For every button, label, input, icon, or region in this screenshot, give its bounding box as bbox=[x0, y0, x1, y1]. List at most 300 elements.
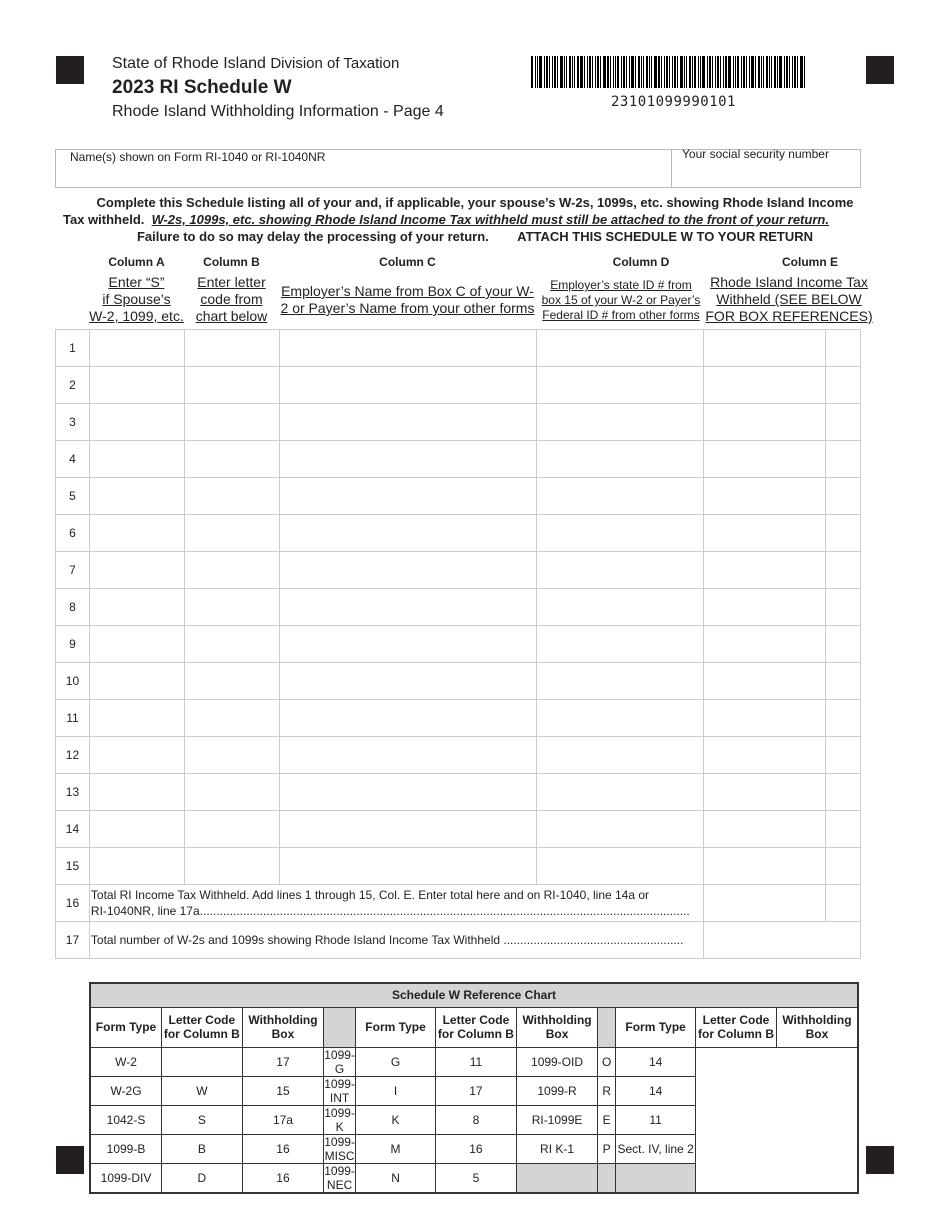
letter-code-cell: K bbox=[355, 1105, 435, 1134]
column-b-field[interactable] bbox=[184, 552, 279, 589]
column-b-field[interactable] bbox=[184, 367, 279, 404]
barcode-bar bbox=[664, 56, 665, 88]
agency-line bbox=[112, 55, 399, 73]
barcode-bar bbox=[672, 56, 673, 88]
barcode-bar bbox=[689, 56, 691, 88]
barcode-bar bbox=[610, 56, 611, 88]
column-b-field[interactable] bbox=[184, 774, 279, 811]
line-number: 16 bbox=[56, 885, 90, 922]
barcode-bar bbox=[546, 56, 548, 88]
entry-row bbox=[56, 700, 861, 737]
letter-code-cell: S bbox=[162, 1105, 243, 1134]
barcode-bar bbox=[712, 56, 713, 88]
column-b-description: Enter letter code from chart below bbox=[195, 274, 268, 324]
line-number: 17 bbox=[56, 922, 90, 959]
form-type-cell: 1099-R bbox=[516, 1076, 598, 1105]
column-d-field[interactable] bbox=[536, 367, 703, 404]
barcode-bar bbox=[804, 56, 805, 88]
column-e-cents-field[interactable] bbox=[826, 515, 861, 552]
column-d-field[interactable] bbox=[536, 774, 703, 811]
column-b-field[interactable] bbox=[184, 737, 279, 774]
header-withholding-box: Withholding Box bbox=[776, 1007, 858, 1047]
entry-row bbox=[56, 552, 861, 589]
empty-cell bbox=[598, 1163, 616, 1193]
registration-mark-bottom-left bbox=[56, 1146, 84, 1174]
withholding-box-cell: 17 bbox=[436, 1076, 517, 1105]
header-withholding-box: Withholding Box bbox=[516, 1007, 598, 1047]
column-d-field[interactable] bbox=[536, 478, 703, 515]
column-e-dollars-field[interactable] bbox=[703, 404, 826, 441]
column-a-field[interactable] bbox=[89, 330, 184, 367]
withholding-box-cell: 16 bbox=[436, 1134, 517, 1163]
header-form-type: Form Type bbox=[90, 1007, 162, 1047]
barcode-bar bbox=[597, 56, 599, 88]
column-d-field[interactable] bbox=[536, 848, 703, 885]
form-subtitle: Rhode Island Withholding Information - Page 4 bbox=[112, 103, 444, 120]
form-type-cell: 1099-MISC bbox=[324, 1134, 355, 1163]
barcode-bar bbox=[735, 56, 736, 88]
column-a-field[interactable] bbox=[89, 737, 184, 774]
form-type-cell: 1099-INT bbox=[324, 1076, 355, 1105]
reference-chart-row bbox=[90, 1076, 858, 1105]
barcode-bar bbox=[595, 56, 596, 88]
barcode-bar bbox=[603, 56, 606, 88]
barcode-bar bbox=[763, 56, 764, 88]
column-c-field[interactable] bbox=[279, 515, 536, 552]
barcode-bar bbox=[572, 56, 573, 88]
column-e-cents-field[interactable] bbox=[826, 663, 861, 700]
line-number: 14 bbox=[56, 811, 90, 848]
barcode-bar bbox=[702, 56, 705, 88]
column-a-field[interactable] bbox=[89, 478, 184, 515]
barcode-bar bbox=[717, 56, 719, 88]
barcode-bar bbox=[677, 56, 678, 88]
letter-code-cell: R bbox=[598, 1076, 616, 1105]
column-a-field[interactable] bbox=[89, 811, 184, 848]
barcode-bar bbox=[646, 56, 648, 88]
column-a-field[interactable] bbox=[89, 774, 184, 811]
column-e-cents-field[interactable] bbox=[826, 589, 861, 626]
withholding-box-cell: 11 bbox=[436, 1047, 517, 1076]
column-e-description: Rhode Island Income Tax Withheld (SEE BELOW FOR BOX REFERENCES) bbox=[705, 274, 873, 324]
column-b-field[interactable] bbox=[184, 848, 279, 885]
letter-code-cell: G bbox=[355, 1047, 435, 1076]
header-withholding-box: Withholding Box bbox=[242, 1007, 324, 1047]
barcode-bar bbox=[587, 56, 588, 88]
barcode-bar bbox=[631, 56, 634, 88]
line-17-row bbox=[56, 922, 861, 959]
column-a-description: Enter “S” if Spouse’s W-2, 1099, etc. bbox=[89, 274, 184, 324]
barcode-bar bbox=[617, 56, 619, 88]
line-number: 13 bbox=[56, 774, 90, 811]
names-field[interactable] bbox=[56, 164, 671, 188]
line-16-text: Total RI Income Tax Withheld. Add lines 1 through 15, Col. E. Enter total here and on RI-1040, line 14a or RI-1040NR, line 17a................................................................................................................................................... bbox=[89, 885, 703, 922]
reference-chart-header-row bbox=[90, 1007, 858, 1047]
column-d-field[interactable] bbox=[536, 737, 703, 774]
column-d-field[interactable] bbox=[536, 515, 703, 552]
barcode-bar bbox=[589, 56, 591, 88]
entry-row bbox=[56, 626, 861, 663]
column-c-field[interactable] bbox=[279, 626, 536, 663]
column-d-field[interactable] bbox=[536, 404, 703, 441]
barcode-bar bbox=[600, 56, 601, 88]
withholding-box-cell: 15 bbox=[242, 1076, 324, 1105]
withholding-box-cell: 14 bbox=[616, 1076, 696, 1105]
column-a-field[interactable] bbox=[89, 663, 184, 700]
barcode-bar bbox=[751, 56, 754, 88]
column-a-field[interactable] bbox=[89, 367, 184, 404]
column-d-field[interactable] bbox=[536, 663, 703, 700]
barcode-number: 23101099990101 bbox=[610, 94, 736, 110]
letter-code-cell: M bbox=[355, 1134, 435, 1163]
entry-row bbox=[56, 589, 861, 626]
column-e-cents-field[interactable] bbox=[826, 367, 861, 404]
withholding-box-cell: 14 bbox=[616, 1047, 696, 1076]
column-d-field[interactable] bbox=[536, 330, 703, 367]
barcode-bar bbox=[733, 56, 734, 88]
barcode-bar bbox=[674, 56, 676, 88]
barcode-bar bbox=[723, 56, 724, 88]
column-e-dollars-field[interactable] bbox=[703, 737, 826, 774]
instruction-line-2-emphasis: W-2s, 1099s, etc. showing Rhode Island Income Tax withheld must still be attached to the front of your return. bbox=[151, 212, 829, 227]
column-e-dollars-field[interactable] bbox=[703, 441, 826, 478]
column-d-field[interactable] bbox=[536, 589, 703, 626]
line-number: 4 bbox=[56, 441, 90, 478]
barcode-bar bbox=[761, 56, 762, 88]
barcode-bar bbox=[725, 56, 727, 88]
line-number: 2 bbox=[56, 367, 90, 404]
barcode-bar bbox=[626, 56, 627, 88]
column-b-field[interactable] bbox=[184, 330, 279, 367]
column-a-heading: Column A bbox=[108, 255, 165, 269]
barcode-bar bbox=[621, 56, 622, 88]
withholding-box-cell: 17a bbox=[242, 1105, 324, 1134]
line-number: 15 bbox=[56, 848, 90, 885]
column-d-field[interactable] bbox=[536, 811, 703, 848]
column-a-field[interactable] bbox=[89, 515, 184, 552]
column-e-dollars-field[interactable] bbox=[703, 700, 826, 737]
barcode-bar bbox=[574, 56, 575, 88]
barcode-bar bbox=[643, 56, 644, 88]
column-e-dollars-field[interactable] bbox=[703, 811, 826, 848]
column-c-field[interactable] bbox=[279, 589, 536, 626]
form-type-cell: 1099-NEC bbox=[324, 1163, 355, 1192]
barcode-bar bbox=[641, 56, 642, 88]
barcode-bar bbox=[564, 56, 565, 88]
barcode-bar bbox=[651, 56, 652, 88]
barcode-bar bbox=[629, 56, 630, 88]
form-type-cell: 1099-K bbox=[324, 1105, 355, 1134]
barcode-bar bbox=[658, 56, 660, 88]
state-name: State of Rhode Island bbox=[112, 55, 266, 72]
barcode-bar bbox=[789, 56, 790, 88]
column-c-field[interactable] bbox=[279, 404, 536, 441]
barcode-bar bbox=[560, 56, 563, 88]
column-e-cents-field[interactable] bbox=[826, 626, 861, 663]
withholding-box-cell: 16 bbox=[242, 1163, 324, 1193]
column-e-cents-field[interactable] bbox=[826, 774, 861, 811]
column-e-dollars-field[interactable] bbox=[703, 663, 826, 700]
column-e-dollars-field[interactable] bbox=[703, 515, 826, 552]
barcode-bar bbox=[569, 56, 571, 88]
barcode-bar bbox=[635, 56, 636, 88]
barcode-bar bbox=[638, 56, 640, 88]
column-c-heading: Column C bbox=[379, 255, 436, 269]
barcode-bar bbox=[728, 56, 731, 88]
line-number: 11 bbox=[56, 700, 90, 737]
form-title: 2023 RI Schedule W bbox=[112, 77, 292, 98]
barcode-bar bbox=[694, 56, 696, 88]
form-type-cell: 1099-B bbox=[90, 1134, 162, 1163]
barcode-bar bbox=[800, 56, 803, 88]
line-17-text: Total number of W-2s and 1099s showing Rhode Island Income Tax Withheld ...................................................... bbox=[89, 922, 703, 959]
form-type-cell: W-2G bbox=[90, 1076, 162, 1105]
barcode-bar bbox=[707, 56, 708, 88]
column-b-field[interactable] bbox=[184, 811, 279, 848]
entry-row bbox=[56, 404, 861, 441]
withholding-table bbox=[55, 329, 861, 959]
letter-code-cell: W bbox=[162, 1076, 243, 1105]
column-d-heading: Column D bbox=[612, 255, 670, 269]
header-letter-code: Letter Code for Column B bbox=[436, 1007, 517, 1047]
line-number: 6 bbox=[56, 515, 90, 552]
column-e-cents-field[interactable] bbox=[826, 700, 861, 737]
barcode-bar bbox=[684, 56, 685, 88]
line-number: 5 bbox=[56, 478, 90, 515]
form-type-cell: RI-1099E bbox=[516, 1105, 598, 1134]
barcode-bar bbox=[669, 56, 670, 88]
column-e-heading: Column E bbox=[782, 255, 838, 269]
column-e-cents-field[interactable] bbox=[826, 441, 861, 478]
letter-code-cell: N bbox=[355, 1163, 435, 1193]
column-e-cents-field[interactable] bbox=[826, 330, 861, 367]
barcode-bar bbox=[537, 56, 538, 88]
entry-row bbox=[56, 663, 861, 700]
barcode-bar bbox=[766, 56, 768, 88]
barcode-bar bbox=[797, 56, 798, 88]
column-c-field[interactable] bbox=[279, 663, 536, 700]
barcode-bar bbox=[741, 56, 742, 88]
barcode-bar bbox=[720, 56, 721, 88]
column-b-field[interactable] bbox=[184, 441, 279, 478]
form-type-cell: RI K-1 bbox=[516, 1134, 598, 1163]
column-c-field[interactable] bbox=[279, 774, 536, 811]
names-label: Name(s) shown on Form RI-1040 or RI-1040NR bbox=[70, 150, 326, 164]
barcode-bar bbox=[544, 56, 545, 88]
barcode-bar bbox=[584, 56, 585, 88]
column-a-field[interactable] bbox=[89, 626, 184, 663]
column-b-field[interactable] bbox=[184, 663, 279, 700]
withholding-box-cell: 5 bbox=[436, 1163, 517, 1193]
line-number: 12 bbox=[56, 737, 90, 774]
reference-chart-row bbox=[90, 1105, 858, 1134]
line-number: 1 bbox=[56, 330, 90, 367]
letter-code-cell: B bbox=[162, 1134, 243, 1163]
entry-row bbox=[56, 441, 861, 478]
column-c-field[interactable] bbox=[279, 478, 536, 515]
instruction-line-1: Complete this Schedule listing all of your and, if applicable, your spouse’s W-2s, 1099s, etc. showing Rhode Island Income bbox=[96, 195, 854, 210]
column-c-field[interactable] bbox=[279, 700, 536, 737]
withholding-box-cell: 17 bbox=[242, 1047, 324, 1076]
withholding-box-cell: 8 bbox=[436, 1105, 517, 1134]
header-form-type: Form Type bbox=[616, 1007, 696, 1047]
header-letter-code: Letter Code for Column B bbox=[696, 1007, 777, 1047]
header-letter-code: Letter Code for Column B bbox=[162, 1007, 243, 1047]
withholding-box-cell: 16 bbox=[242, 1134, 324, 1163]
barcode-bar bbox=[786, 56, 788, 88]
letter-code-cell: D bbox=[162, 1163, 243, 1193]
column-c-field[interactable] bbox=[279, 737, 536, 774]
column-b-field[interactable] bbox=[184, 515, 279, 552]
barcode-bar bbox=[554, 56, 556, 88]
instruction-line-3b: ATTACH THIS SCHEDULE W TO YOUR RETURN bbox=[517, 229, 814, 244]
registration-mark-top-right bbox=[866, 56, 894, 84]
form-type-cell: 1099-DIV bbox=[90, 1163, 162, 1193]
column-c-description: Employer’s Name from Box C of your W- 2 or Payer’s Name from your other forms bbox=[280, 283, 535, 316]
column-c-field[interactable] bbox=[279, 441, 536, 478]
barcode-bar bbox=[784, 56, 785, 88]
line-16-row bbox=[56, 885, 861, 922]
instruction-line-3a: Failure to do so may delay the processing of your return. bbox=[136, 229, 489, 244]
registration-mark-bottom-right bbox=[866, 1146, 894, 1174]
column-e-cents-field[interactable] bbox=[826, 737, 861, 774]
ssn-label: Your social security number bbox=[682, 147, 829, 161]
barcode-bar bbox=[557, 56, 558, 88]
column-e-cents-field[interactable] bbox=[826, 848, 861, 885]
form-type-cell: 1099-G bbox=[324, 1047, 355, 1076]
line-number: 10 bbox=[56, 663, 90, 700]
column-c-field[interactable] bbox=[279, 811, 536, 848]
line-number: 7 bbox=[56, 552, 90, 589]
barcode-bar bbox=[535, 56, 536, 88]
column-e-cents-field[interactable] bbox=[826, 478, 861, 515]
column-e-dollars-field[interactable] bbox=[703, 552, 826, 589]
taxpayer-info-box bbox=[55, 149, 861, 188]
column-e-dollars-field[interactable] bbox=[703, 774, 826, 811]
barcode-bar bbox=[566, 56, 567, 88]
column-a-field[interactable] bbox=[89, 848, 184, 885]
barcode-bar bbox=[700, 56, 701, 88]
barcode-bar bbox=[758, 56, 760, 88]
empty-cell bbox=[516, 1163, 598, 1193]
barcode-bar bbox=[774, 56, 776, 88]
entry-row bbox=[56, 515, 861, 552]
column-e-dollars-field[interactable] bbox=[703, 848, 826, 885]
barcode-bar bbox=[698, 56, 699, 88]
column-d-description: Employer’s state ID # from box 15 of your W-2 or Payer’s Federal ID # from other forms bbox=[541, 278, 701, 322]
reference-chart-title: Schedule W Reference Chart bbox=[90, 983, 858, 1007]
ssn-field[interactable] bbox=[672, 164, 860, 188]
barcode-bar bbox=[531, 56, 533, 88]
barcode-bar bbox=[552, 56, 553, 88]
reference-chart-row bbox=[90, 1047, 858, 1076]
column-e-dollars-field[interactable] bbox=[703, 330, 826, 367]
barcode-bar bbox=[743, 56, 745, 88]
barcode-bar bbox=[592, 56, 593, 88]
column-e-cents-field[interactable] bbox=[826, 811, 861, 848]
column-c-field[interactable] bbox=[279, 367, 536, 404]
barcode-bar bbox=[680, 56, 683, 88]
column-b-field[interactable] bbox=[184, 404, 279, 441]
barcode-bar bbox=[749, 56, 750, 88]
barcode-bar bbox=[666, 56, 668, 88]
column-d-field[interactable] bbox=[536, 441, 703, 478]
barcode-bar bbox=[771, 56, 772, 88]
column-a-field[interactable] bbox=[89, 700, 184, 737]
entry-row bbox=[56, 774, 861, 811]
barcode-bar bbox=[715, 56, 716, 88]
column-b-field[interactable] bbox=[184, 700, 279, 737]
barcode bbox=[531, 56, 816, 88]
column-b-field[interactable] bbox=[184, 589, 279, 626]
letter-code-cell: I bbox=[355, 1076, 435, 1105]
column-e-dollars-field[interactable] bbox=[703, 626, 826, 663]
reference-chart-row bbox=[90, 1134, 858, 1163]
column-d-field[interactable] bbox=[536, 700, 703, 737]
barcode-bar bbox=[746, 56, 747, 88]
barcode-bar bbox=[549, 56, 550, 88]
barcode-bar bbox=[654, 56, 657, 88]
barcode-bar bbox=[686, 56, 687, 88]
barcode-bar bbox=[613, 56, 614, 88]
column-b-field[interactable] bbox=[184, 478, 279, 515]
entry-row bbox=[56, 478, 861, 515]
barcode-bar bbox=[755, 56, 756, 88]
column-e-dollars-field[interactable] bbox=[703, 589, 826, 626]
column-c-field[interactable] bbox=[279, 848, 536, 885]
form-type-cell: W-2 bbox=[90, 1047, 162, 1076]
column-b-field[interactable] bbox=[184, 626, 279, 663]
letter-code-cell: E bbox=[598, 1105, 616, 1134]
line-16-cents-field[interactable] bbox=[826, 885, 861, 922]
empty-cell bbox=[616, 1163, 696, 1193]
withholding-box-cell: 11 bbox=[616, 1105, 696, 1134]
barcode-bar bbox=[737, 56, 739, 88]
instructions bbox=[58, 194, 892, 245]
column-e-dollars-field[interactable] bbox=[703, 367, 826, 404]
form-type-cell: 1042-S bbox=[90, 1105, 162, 1134]
column-e-dollars-field[interactable] bbox=[703, 478, 826, 515]
registration-mark-top-left bbox=[56, 56, 84, 84]
barcode-bar bbox=[580, 56, 583, 88]
column-d-field[interactable] bbox=[536, 626, 703, 663]
form-type-cell: 1099-OID bbox=[516, 1047, 598, 1076]
barcode-bar bbox=[623, 56, 625, 88]
column-c-field[interactable] bbox=[279, 552, 536, 589]
instruction-line-2-prefix: Tax withheld. bbox=[63, 212, 145, 227]
barcode-bar bbox=[539, 56, 542, 88]
barcode-bar bbox=[794, 56, 796, 88]
barcode-bar bbox=[792, 56, 793, 88]
column-e-cents-field[interactable] bbox=[826, 404, 861, 441]
withholding-box-cell: Sect. IV, line 2 bbox=[616, 1134, 696, 1163]
barcode-bar bbox=[779, 56, 782, 88]
letter-code-cell bbox=[162, 1047, 243, 1076]
barcode-bar bbox=[692, 56, 693, 88]
barcode-bar bbox=[649, 56, 650, 88]
column-e-cents-field[interactable] bbox=[826, 552, 861, 589]
column-a-field[interactable] bbox=[89, 404, 184, 441]
column-c-field[interactable] bbox=[279, 330, 536, 367]
letter-code-cell: O bbox=[598, 1047, 616, 1076]
column-d-field[interactable] bbox=[536, 552, 703, 589]
column-a-field[interactable] bbox=[89, 441, 184, 478]
column-a-field[interactable] bbox=[89, 552, 184, 589]
line-17-count-field[interactable] bbox=[703, 922, 860, 959]
line-16-total-field[interactable] bbox=[703, 885, 826, 922]
column-a-field[interactable] bbox=[89, 589, 184, 626]
entry-row bbox=[56, 367, 861, 404]
